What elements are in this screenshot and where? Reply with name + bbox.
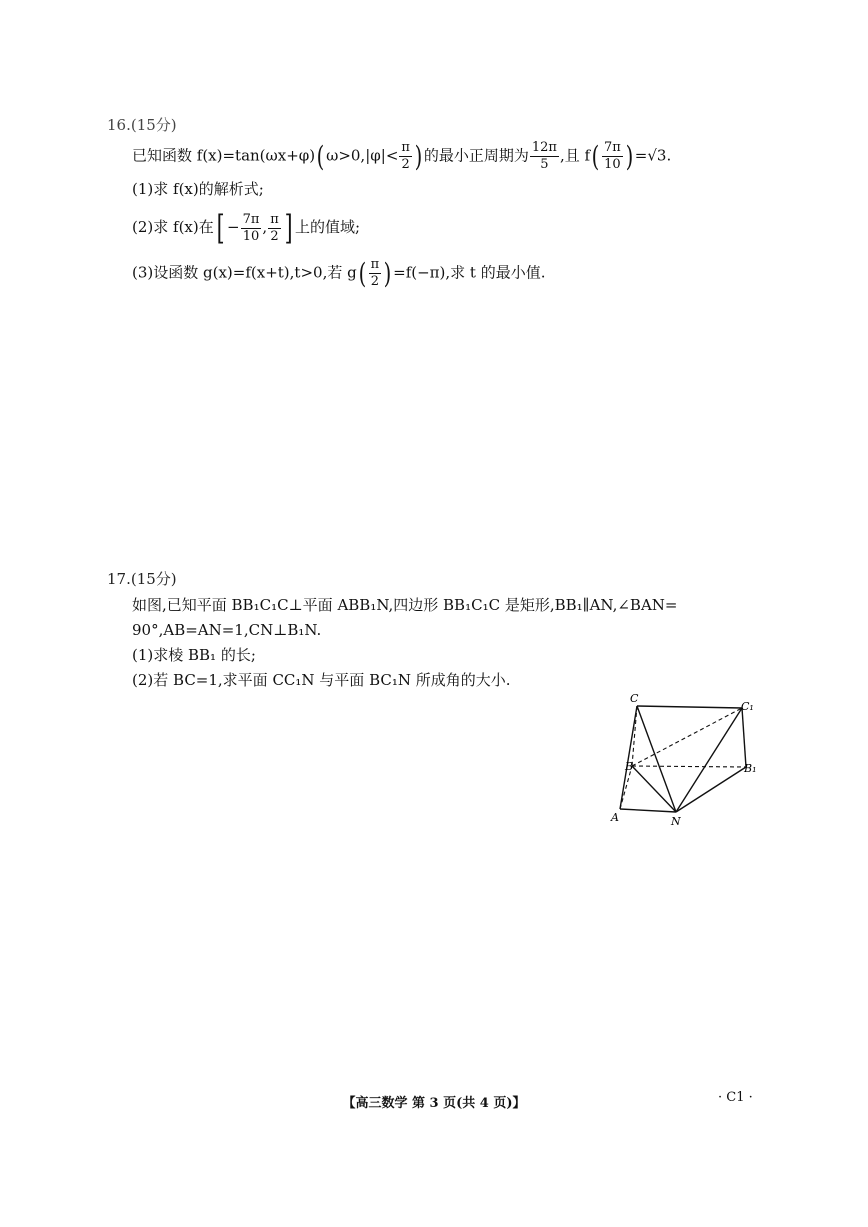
question-17-part-1: (1)求棱 BB₁ 的长; <box>132 646 256 664</box>
period-fraction <box>530 140 559 173</box>
q16-condition: ω>0,|φ|< <box>326 146 399 165</box>
question-16-stem <box>132 140 671 173</box>
fraction-denominator: 10 <box>242 228 260 244</box>
label-a: A <box>611 811 619 824</box>
comma: , <box>262 218 268 236</box>
q16-p3-text-a: (3)设函数 g(x)=f(x+t),t>0,若 g <box>132 263 357 282</box>
q16-stem-text-c: ,且 f <box>559 146 591 165</box>
fraction-denominator: 5 <box>540 157 549 172</box>
right-paren: ) <box>383 256 392 290</box>
q16-stem-text-d: =√3. <box>634 146 672 165</box>
fraction-denominator: 2 <box>401 157 410 172</box>
question-16-part-3 <box>132 257 546 290</box>
left-paren: ( <box>358 256 367 290</box>
label-b: B <box>625 760 634 773</box>
minus-sign: − <box>227 218 240 236</box>
seven-pi-over-10-fraction <box>602 140 623 173</box>
edge-b-b1-dashed <box>632 766 746 767</box>
fraction-numerator: π <box>270 211 279 227</box>
question-16-header: 16.(15分) <box>107 116 177 134</box>
fraction-numerator: 7π <box>604 140 621 155</box>
right-paren: ) <box>414 139 423 173</box>
pi-over-2-fraction <box>268 212 281 245</box>
pi-over-2-fraction <box>369 257 382 290</box>
q16-p2-text-b: 上的值域; <box>295 218 361 236</box>
left-bracket: [ <box>216 208 225 248</box>
label-c1: C₁ <box>741 700 754 713</box>
fraction-denominator: 2 <box>270 228 279 244</box>
right-bracket: ] <box>284 208 293 248</box>
edge-a-c <box>620 706 637 809</box>
fraction-numerator: π <box>401 140 410 155</box>
left-paren: ( <box>316 139 325 173</box>
fraction-denominator: 10 <box>604 157 621 172</box>
question-16-part-1: (1)求 f(x)的解析式; <box>132 180 264 198</box>
left-paren: ( <box>591 139 600 173</box>
edge-c-n <box>637 706 676 812</box>
edge-n-a <box>620 809 676 812</box>
neg-seven-pi-over-10-fraction <box>241 212 262 245</box>
edge-c1-n <box>676 708 742 812</box>
fraction-numerator: 12π <box>531 140 557 155</box>
question-17-line-1: 如图,已知平面 BB₁C₁C⊥平面 ABB₁N,四边形 BB₁C₁C 是矩形,BB₁∥AN,∠BAN= <box>132 596 678 614</box>
pi-over-2-fraction <box>399 140 412 173</box>
q16-p2-text-a: (2)求 f(x)在 <box>132 218 214 236</box>
question-17-line-2: 90°,AB=AN=1,CN⊥B₁N. <box>132 621 322 639</box>
q16-p3-text-b: =f(−π),求 t 的最小值. <box>393 263 546 282</box>
edge-b1-n <box>676 767 746 812</box>
label-c: C <box>630 692 639 705</box>
fraction-numerator: 7π <box>242 211 260 227</box>
q16-stem-text-b: 的最小正周期为 <box>423 146 529 165</box>
page-code: · C1 · <box>718 1090 753 1105</box>
q16-stem-text-a: 已知函数 f(x)=tan(ωx+φ) <box>132 146 316 165</box>
fraction-numerator: π <box>370 257 380 272</box>
question-16-part-2 <box>132 208 361 248</box>
label-n: N <box>671 815 681 828</box>
fraction-denominator: 2 <box>370 274 380 289</box>
question-17-header: 17.(15分) <box>107 570 177 588</box>
question-17-part-2: (2)若 BC=1,求平面 CC₁N 与平面 BC₁N 所成角的大小. <box>132 671 511 689</box>
page-footer: 【高三数学 第 3 页(共 4 页)】 <box>342 1096 526 1111</box>
edge-c-c1 <box>637 706 742 708</box>
right-paren: ) <box>625 139 634 173</box>
label-b1: B₁ <box>744 762 757 775</box>
geometry-figure <box>600 690 770 830</box>
edge-b-n <box>632 766 676 812</box>
edge-c1-b1 <box>742 708 746 767</box>
